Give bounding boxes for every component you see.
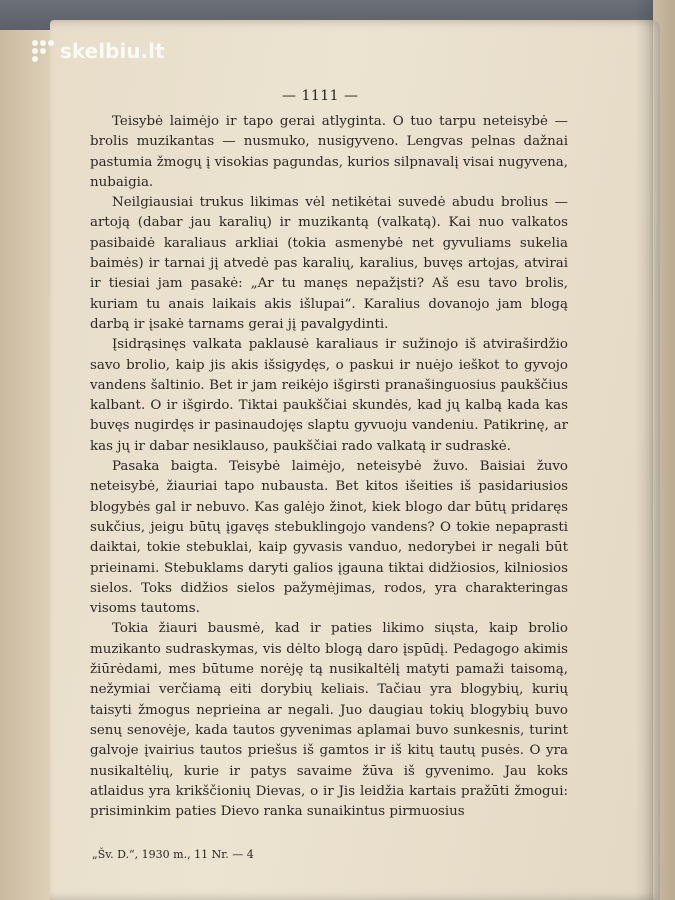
dots-logo-icon [32,40,54,62]
page-edge-shadow [635,0,653,900]
watermark-text: skelbiu.lt [60,39,165,63]
paragraph: Teisybė laimėjo ir tapo gerai atlyginta. O tuo tarpu neteisybė — brolis muzikantas — nusmuko, nusigyveno. Lengvas pelnas dažnai pastumia žmogų į visokias pagundas, kurios silpnavalį visai nugyvena, nubaigia. [90,114,568,190]
paragraph: Įsidrąsinęs valkata paklausė karaliaus ir sužinojo iš atviraširdžio savo brolio, kaip jis akis išsigydęs, o paskui ir nuėjo ieškot to gyvojo vandens šaltinio. Bet ir jam reikėjo išgirsti pranašinguosius paukščius kalbant. O ir išgirdo. Tiktai paukščiai skundės, kad jų kalbą kada kas buvęs nugirdęs ir pasinaudojęs slaptu gyvuoju vandeniu. Patikrinę, ar kas jų ir dabar nesiklauso, paukščiai rado valkatą ir sudraskė. [90,337,568,454]
body-text [90,112,568,822]
paragraph: Pasaka baigta. Teisybė laimėjo, neteisybė žuvo. Baisiai žuvo neteisybė, žiauriai tapo nubausta. Bet kitos išeities iš pasidariusios blogybės gal ir nebuvo. Kas galėjo žinot, kiek blogo dar būtų pridaręs sukčius, jeigu būtų įgavęs stebuklingojo vandens? O tokie nepaprasti daiktai, tokie stebuklai, kaip gyvasis vanduo, nedorybei ir negali būt prieinami. Stebuklams daryti galios įgauna tiktai didžiosios, kilniosios sielos. Toks didžios sielos pažymėjimas, rodos, yra charakteringas visoms tautoms. [90,459,568,617]
paragraph: Neilgiausiai trukus likimas vėl netikėtai suvedė abudu brolius — artoją (dabar jau karalių) ir muzikantą (valkatą). Kai nuo valkatos pasibaidė karaliaus arkliai (tokia asmenybė net gyvuliams sukelia baimės) ir tarnai jį atvedė pas karalių, karalius, buvęs artojas, atvirai ir tiesiai jam pasakė: „Ar tu manęs nepažįsti? Aš esu tavo brolis, kuriam tu anais laikais akis išlupai“. Karalius dovanojo jam blogą darbą ir įsakė tarnams gerai jį pavalgydinti. [90,195,568,332]
paragraph: Tokia žiauri bausmė, kad ir paties likimo siųsta, kaip brolio muzikanto sudraskymas, vis dėlto blogą daro įspūdį. Pedagogo akimis žiūrėdami, mes būtume norėję tą nusikaltėlį matyti pamaži taisomą, nežymiai verčiamą eiti dorybių keliais. Tačiau yra blogybių, kurių taisyti žmogus neprieina ar negali. Juo daugiau tokių blogybių buvo senų senovėje, kada tautos gyvenimas aplamai buvo sunkesnis, turint galvoje įvairius tautos priešus iš gamtos ir iš kitų tautų pusės. O yra nusikaltėlių, kurie ir patys savaime žūva iš gyvenimo. Jau koks atlaidus yra krikščionių Dievas, o ir Jis leidžia kartais pražūti žmogui: prisiminkim paties Dievo ranka sunaikintus pirmuosius [90,621,568,820]
page-number: — 1111 — [282,88,359,104]
page-footer: „Šv. D.“, 1930 m., 11 Nr. — 4 [92,848,254,861]
watermark [32,38,165,64]
